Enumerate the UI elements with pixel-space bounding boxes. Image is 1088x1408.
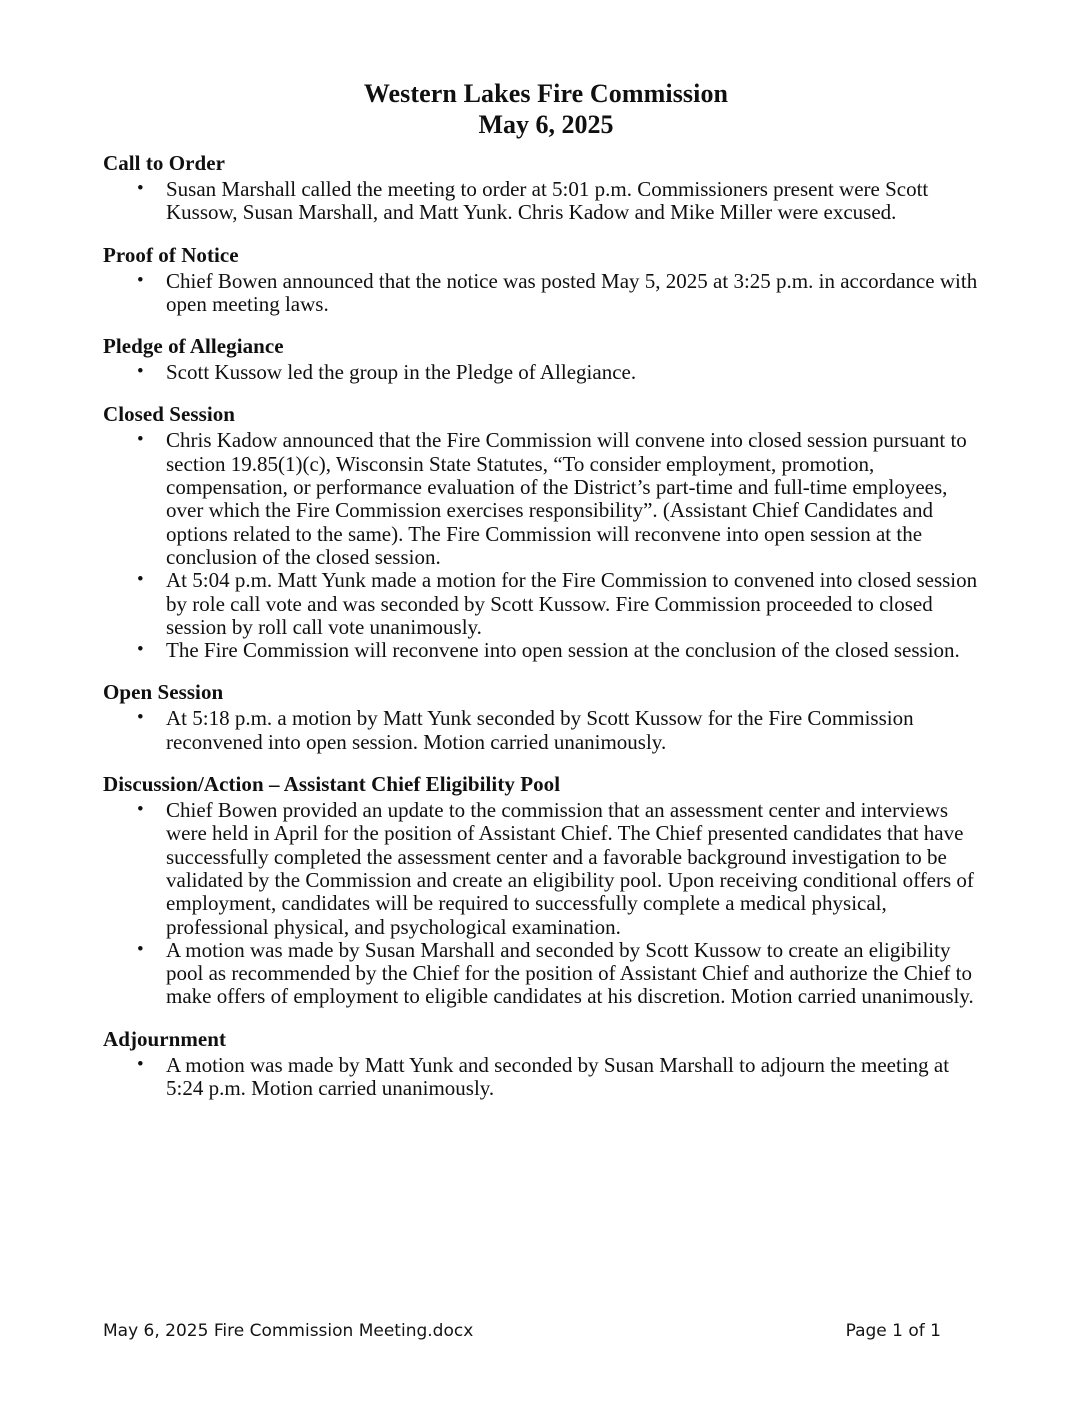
bullet-item: • Susan Marshall called the meeting to order at 5:01 p.m. Commissioners present were Scott Kussow, Susan Marshall, and Matt Yunk. Chris Kadow and Mike Miller were excused. — [103, 178, 989, 225]
bullet-item: • The Fire Commission will reconvene into open session at the conclusion of the closed session. — [103, 639, 989, 662]
document-section — [103, 151, 989, 225]
page-footer — [103, 1320, 941, 1342]
bullet-item: • Chief Bowen announced that the notice was posted May 5, 2025 at 3:25 p.m. in accordance with open meeting laws. — [103, 270, 989, 317]
page-title: Western Lakes Fire Commission — [363, 79, 729, 108]
bullet-list — [103, 429, 989, 662]
document-section — [103, 772, 989, 1009]
document-body — [103, 78, 989, 1118]
document-section — [103, 680, 989, 754]
page-subtitle: May 6, 2025 — [478, 110, 614, 139]
section-heading: Discussion/Action – Assistant Chief Eligibility Pool — [103, 772, 561, 797]
bullet-item: • A motion was made by Susan Marshall and seconded by Scott Kussow to create an eligibility pool as recommended by the Chief for the position of Assistant Chief and authorize the Chief to make offers of employment to eligible candidates at his discretion. Motion carried unanimously. — [103, 939, 989, 1009]
document-section — [103, 243, 989, 317]
section-heading: Adjournment — [103, 1026, 227, 1051]
bullet-item: • At 5:18 p.m. a motion by Matt Yunk seconded by Scott Kussow for the Fire Commission reconvened into open session. Motion carried unanimously. — [103, 707, 989, 754]
section-heading: Open Session — [103, 680, 224, 705]
bullet-list — [103, 178, 989, 225]
bullet-item: • Scott Kussow led the group in the Pledge of Allegiance. — [103, 361, 989, 384]
document-section — [103, 1027, 989, 1101]
document-section — [103, 334, 989, 384]
bullet-list — [103, 270, 989, 317]
section-heading: Pledge of Allegiance — [103, 334, 284, 359]
bullet-item: • At 5:04 p.m. Matt Yunk made a motion for the Fire Commission to convened into closed session by role call vote and was seconded by Scott Kussow. Fire Commission proceeded to closed session by roll call vote unanimously. — [103, 569, 989, 639]
section-heading: Call to Order — [103, 151, 225, 175]
bullet-list — [103, 1054, 989, 1101]
bullet-list — [103, 361, 989, 384]
section-heading: Proof of Notice — [103, 242, 239, 267]
bullet-list — [103, 707, 989, 754]
footer-filename: May 6, 2025 Fire Commission Meeting.docx — [103, 1321, 474, 1341]
document-section — [103, 402, 989, 662]
sections-container — [103, 151, 989, 1100]
bullet-list — [103, 799, 989, 1009]
footer-page-number: Page 1 of 1 — [845, 1321, 941, 1341]
bullet-item: • Chris Kadow announced that the Fire Commission will convene into closed session pursuant to section 19.85(1)(c), Wisconsin State Statutes, “To consider employment, promotion, compensation, or performance evaluation of the District’s part-time and full-time employees, over which the Fire Commission exercises responsibility”. (Assistant Chief Candidates and options related to the same). The Fire Commission will reconvene into open session at the conclusion of the closed session. — [103, 429, 989, 569]
bullet-item: • Chief Bowen provided an update to the commission that an assessment center and interviews were held in April for the position of Assistant Chief. The Chief presented candidates that have successfully completed the assessment center and a favorable background investigation to be validated by the Commission and create an eligibility pool. Upon receiving conditional offers of employment, candidates will be required to successfully complete a medical physical, professional physical, and psychological examination. — [103, 799, 989, 939]
section-heading: Closed Session — [103, 402, 235, 427]
bullet-item: • A motion was made by Matt Yunk and seconded by Susan Marshall to adjourn the meeting at 5:24 p.m. Motion carried unanimously. — [103, 1054, 989, 1101]
